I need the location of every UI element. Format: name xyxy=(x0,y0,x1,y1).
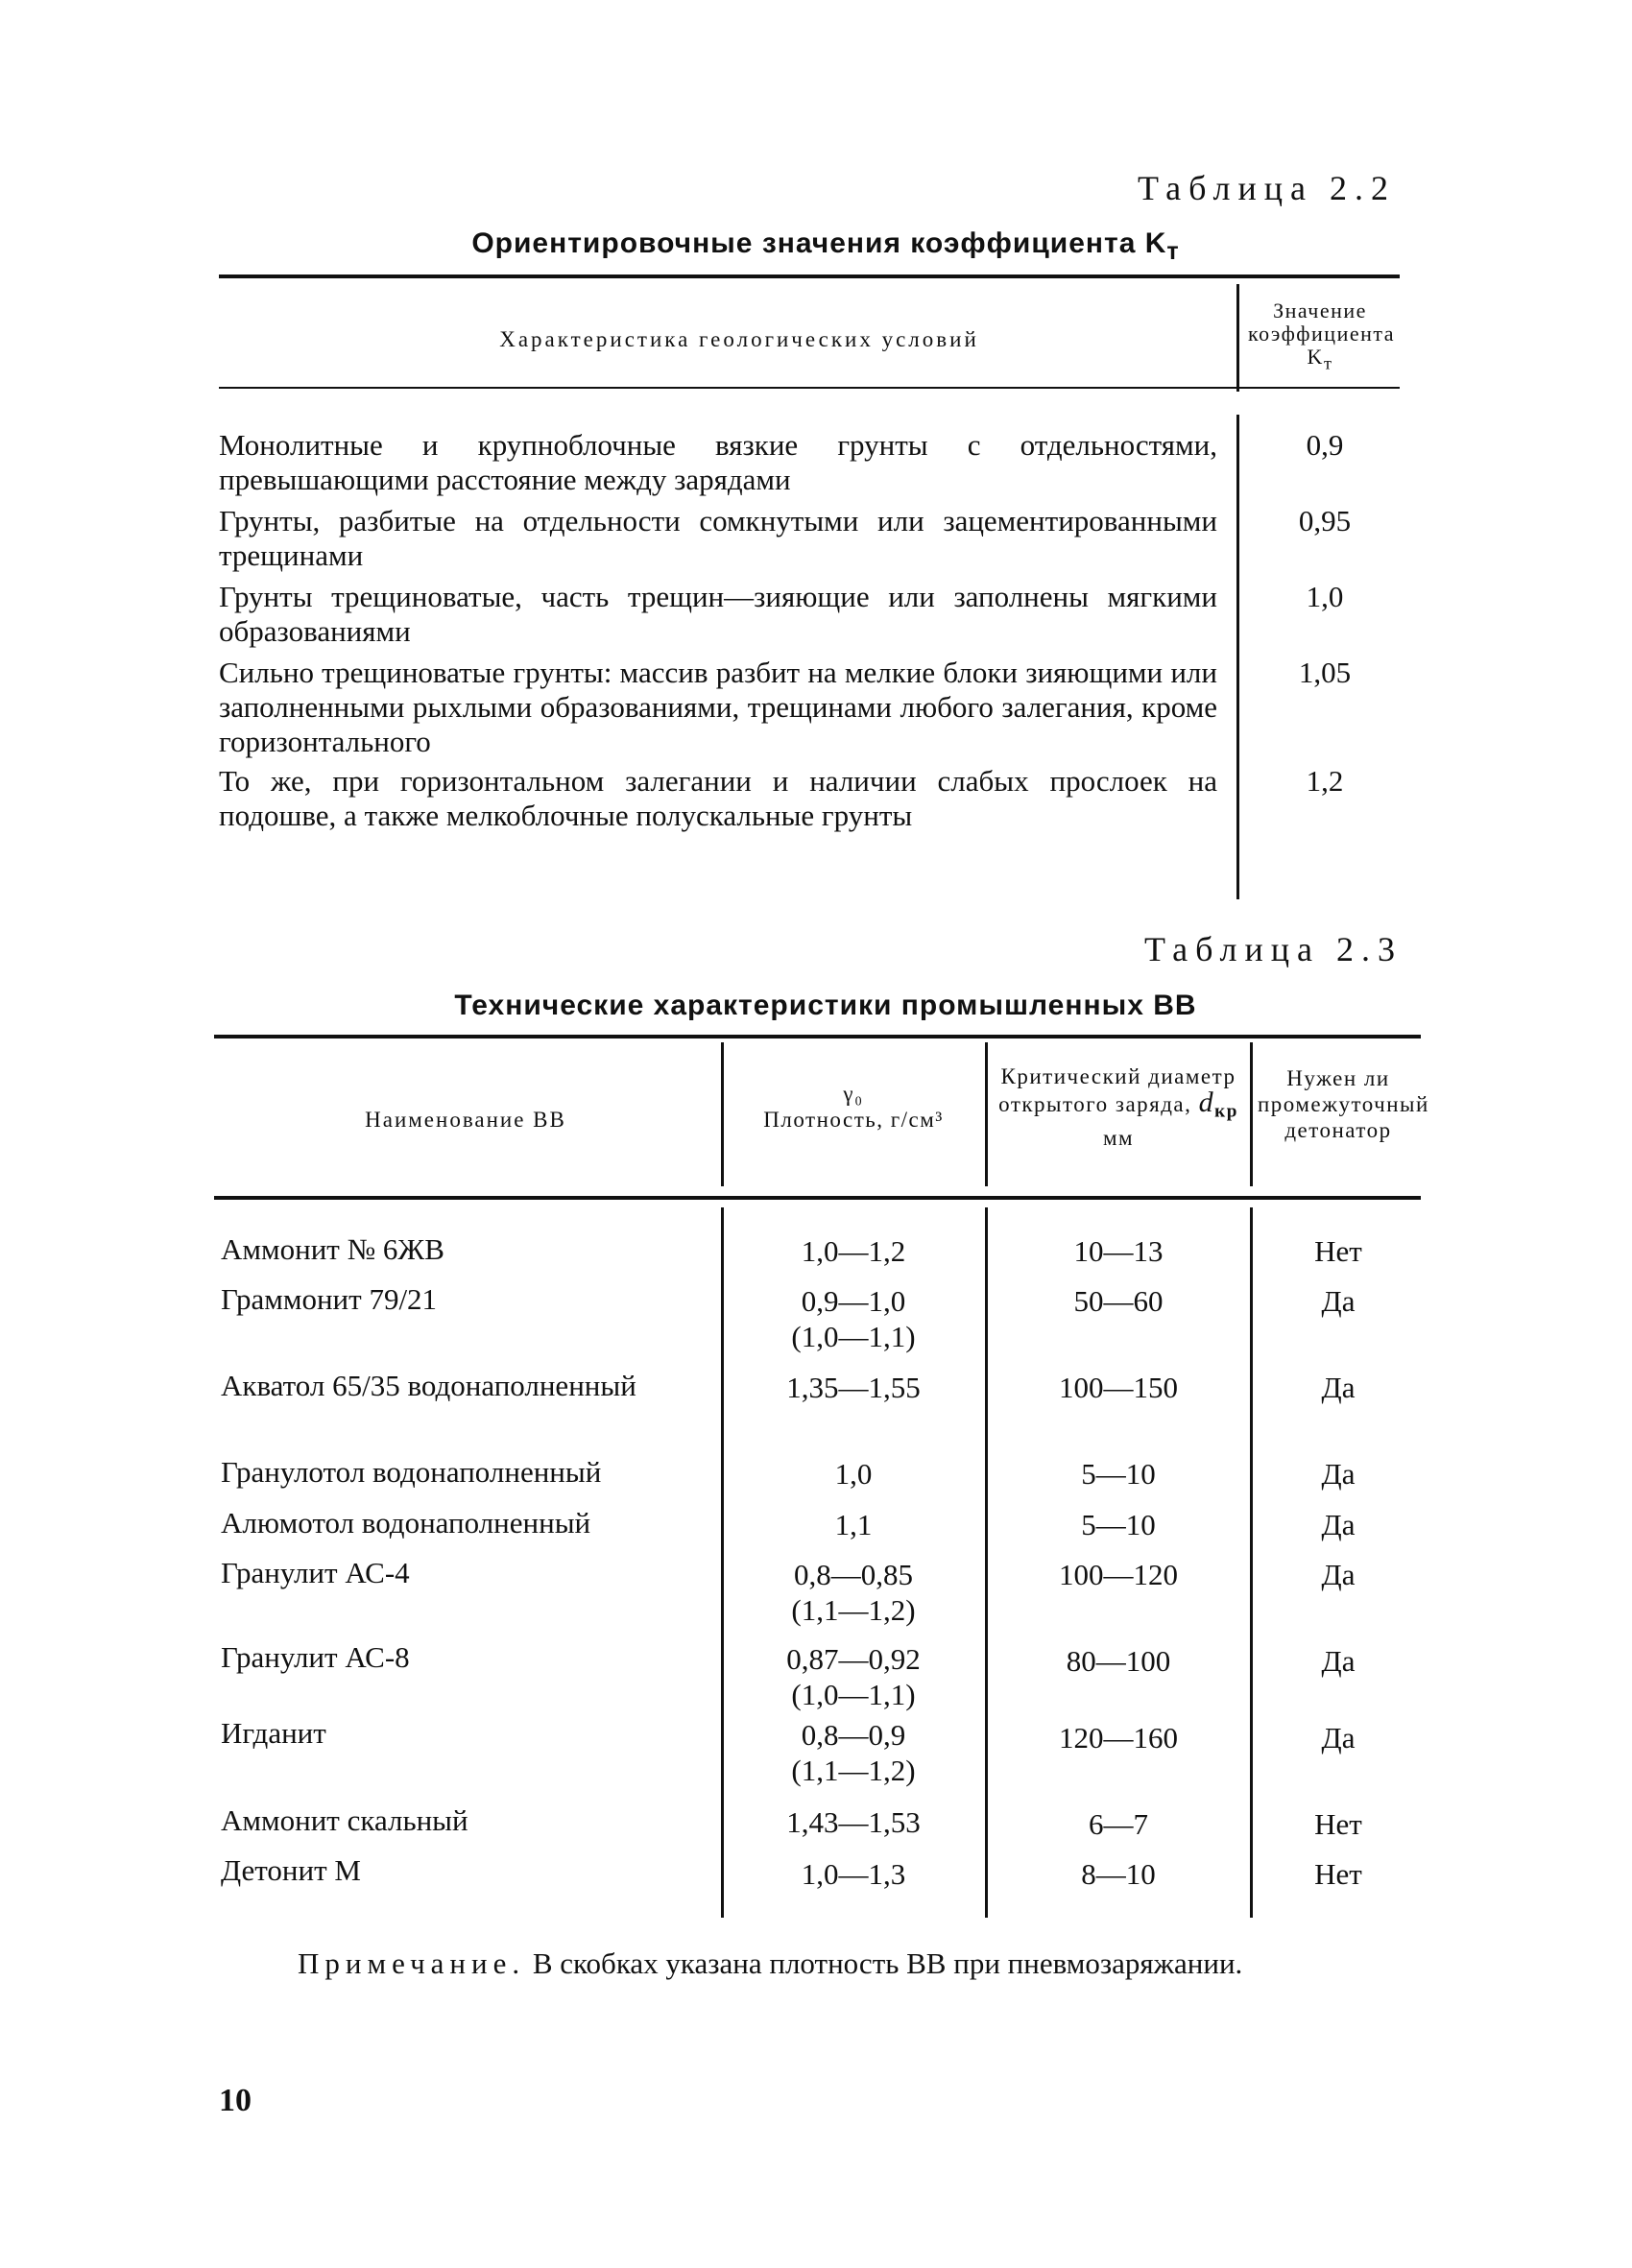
table-2-3-row-10-name: Детонит М xyxy=(221,1853,361,1887)
density-symbol: γ₀ xyxy=(843,1082,864,1106)
table-2-3-row-8-name: Игданит xyxy=(221,1716,326,1750)
table-2-3-row-5-density: 1,1 xyxy=(834,1508,873,1541)
table-2-2-row-1-text: Монолитные и крупноблочные вязкие грунты с отдельностями, превышающими расстояние между зарядами xyxy=(219,428,1217,496)
table-2-3-row-3-name: Акватол 65/35 водонаполненный xyxy=(221,1369,636,1402)
table-2-3-row-6-density xyxy=(730,1557,977,1628)
table-2-2-row-4-text: Сильно трещиноватые грунты: массив разбит на мелкие блоки зияющими или заполненными рыхлыми образованиями, трещинами любого залегания, кроме горизонтального xyxy=(219,656,1217,758)
table-2-3-row-8-detonator: Да xyxy=(1321,1721,1356,1755)
table-2-3-row-8-density xyxy=(730,1717,977,1788)
table-2-3-header-diameter xyxy=(994,1063,1243,1151)
density-pneumo-value: (1,0—1,1) xyxy=(791,1678,916,1711)
table-2-3-row-5-name: Алюмотол водонаполненный xyxy=(221,1506,591,1540)
table-2-3-header-divider-1 xyxy=(721,1042,724,1186)
table-2-2-top-rule xyxy=(219,275,1400,278)
table-2-3-row-9-density: 1,43—1,53 xyxy=(786,1805,921,1839)
table-2-2-title-text: Ориентировочные значения коэффициента $K_т$ xyxy=(471,227,1180,265)
table-2-2-row-5-value: 1,2 xyxy=(1306,764,1344,798)
density-header-text: Плотность, г/см³ xyxy=(763,1108,944,1132)
table-2-3-row-9-diameter: 6—7 xyxy=(1089,1807,1148,1841)
table-2-2-header-value-text: Значение коэффициента $K_т$ xyxy=(1248,298,1396,373)
detonator-header-text: Нужен ли промежуточный детонатор xyxy=(1258,1066,1429,1142)
table-2-3-row-10-diameter: 8—10 xyxy=(1081,1857,1156,1891)
table-2-3-header-density xyxy=(730,1081,977,1133)
table-2-3-row-6-diameter: 100—120 xyxy=(1059,1558,1178,1591)
table-2-3-header-divider-2 xyxy=(985,1042,988,1186)
table-2-3-row-5-diameter: 5—10 xyxy=(1081,1508,1156,1541)
table-2-2-row-3-text: Грунты трещиноватые, часть трещин—зияющие или заполнены мягкими образованиями xyxy=(219,580,1217,648)
table-2-3-title: Технические характеристики промышленных ВВ xyxy=(454,990,1197,1021)
table-2-3-row-1-detonator: Нет xyxy=(1314,1234,1362,1268)
table-2-3-row-6-name: Гранулит АС-4 xyxy=(221,1556,410,1589)
table-2-3-row-5-detonator: Да xyxy=(1321,1508,1356,1541)
table-2-3-body-divider-3 xyxy=(1250,1207,1253,1918)
table-2-3-row-9-detonator: Нет xyxy=(1314,1807,1362,1841)
table-2-3-body-divider-1 xyxy=(721,1207,724,1918)
table-2-2-row-4-value: 1,05 xyxy=(1298,656,1352,689)
table-2-2-row-5-text: То же, при горизонтальном залегании и наличии слабых прослоек на подошве, а также мелкоблочные полускальные грунты xyxy=(219,764,1217,832)
density-pneumo-value: (1,1—1,2) xyxy=(791,1754,916,1787)
table-2-2-row-3-value: 1,0 xyxy=(1306,580,1344,613)
table-2-2-header-characteristic: Характеристика геологических условий xyxy=(499,327,979,351)
table-2-2-row-2-text: Грунты, разбитые на отдельности сомкнутыми или зацементированными трещинами xyxy=(219,504,1217,572)
table-2-2-header-divider xyxy=(1236,284,1239,392)
table-2-3-row-4-name: Гранулотол водонаполненный xyxy=(221,1455,602,1489)
table-2-3-row-3-density: 1,35—1,55 xyxy=(786,1371,921,1404)
page-number: 10 xyxy=(219,2083,252,2118)
table-2-3-row-7-detonator: Да xyxy=(1321,1644,1356,1678)
density-value: 0,8—0,9 xyxy=(801,1718,906,1752)
table-2-3-header-name: Наименование ВВ xyxy=(365,1108,566,1132)
table-2-3-row-6-detonator: Да xyxy=(1321,1558,1356,1591)
table-2-2-row-2-value: 0,95 xyxy=(1298,504,1352,537)
diameter-header-text: Критический диаметр открытого заряда, $d_{кр}$ мм xyxy=(998,1064,1238,1150)
note-label: Примечание. xyxy=(298,1946,526,1980)
table-2-3-top-rule xyxy=(214,1035,1421,1039)
table-2-3-row-2-detonator: Да xyxy=(1321,1284,1356,1318)
table-note xyxy=(221,1946,1432,1982)
table-2-3-header-rule xyxy=(214,1196,1421,1200)
table-2-3-body-divider-2 xyxy=(985,1207,988,1918)
table-2-3-row-9-name: Аммонит скальный xyxy=(221,1803,468,1837)
table-2-3-row-8-diameter: 120—160 xyxy=(1059,1721,1178,1755)
table-2-2-header-value xyxy=(1248,298,1396,374)
table-2-2-title xyxy=(346,227,1306,266)
table-2-3-row-1-diameter: 10—13 xyxy=(1073,1234,1164,1268)
table-2-2-row-1-value: 0,9 xyxy=(1306,428,1344,462)
table-2-2-header-rule xyxy=(219,387,1400,389)
table-2-3-row-10-density: 1,0—1,3 xyxy=(801,1857,906,1891)
table-2-3-row-3-detonator: Да xyxy=(1321,1371,1356,1404)
table-2-3-header-divider-3 xyxy=(1250,1042,1253,1186)
density-pneumo-value: (1,1—1,2) xyxy=(791,1593,916,1627)
table-2-3-row-7-density xyxy=(730,1641,977,1712)
table-2-3-row-7-name: Гранулит АС-8 xyxy=(221,1640,410,1674)
table-2-2-label: Таблица 2.2 xyxy=(1138,169,1396,207)
table-2-3-row-4-density: 1,0 xyxy=(834,1457,873,1491)
density-value: 0,9—1,0 xyxy=(801,1284,906,1318)
table-2-3-row-1-name: Аммонит № 6ЖВ xyxy=(221,1232,444,1266)
table-2-3-header-detonator xyxy=(1258,1065,1429,1143)
table-2-3-row-3-diameter: 100—150 xyxy=(1059,1371,1178,1404)
table-2-2-body-divider xyxy=(1236,415,1239,899)
table-2-3-row-10-detonator: Нет xyxy=(1314,1857,1362,1891)
table-2-3-row-2-name: Граммонит 79/21 xyxy=(221,1282,438,1316)
table-2-3-row-1-density: 1,0—1,2 xyxy=(801,1234,906,1268)
density-pneumo-value: (1,0—1,1) xyxy=(791,1320,916,1353)
table-2-3-row-4-diameter: 5—10 xyxy=(1081,1457,1156,1491)
density-value: 0,8—0,85 xyxy=(794,1558,913,1591)
table-2-3-label: Таблица 2.3 xyxy=(1144,930,1403,968)
table-2-3-row-4-detonator: Да xyxy=(1321,1457,1356,1491)
table-2-3-row-2-diameter: 50—60 xyxy=(1073,1284,1164,1318)
table-2-3-row-2-density xyxy=(730,1283,977,1354)
note-text: В скобках указана плотность ВВ при пневмозаряжании. xyxy=(532,1946,1243,1980)
density-value: 0,87—0,92 xyxy=(786,1642,921,1676)
table-2-3-row-7-diameter: 80—100 xyxy=(1066,1644,1171,1678)
